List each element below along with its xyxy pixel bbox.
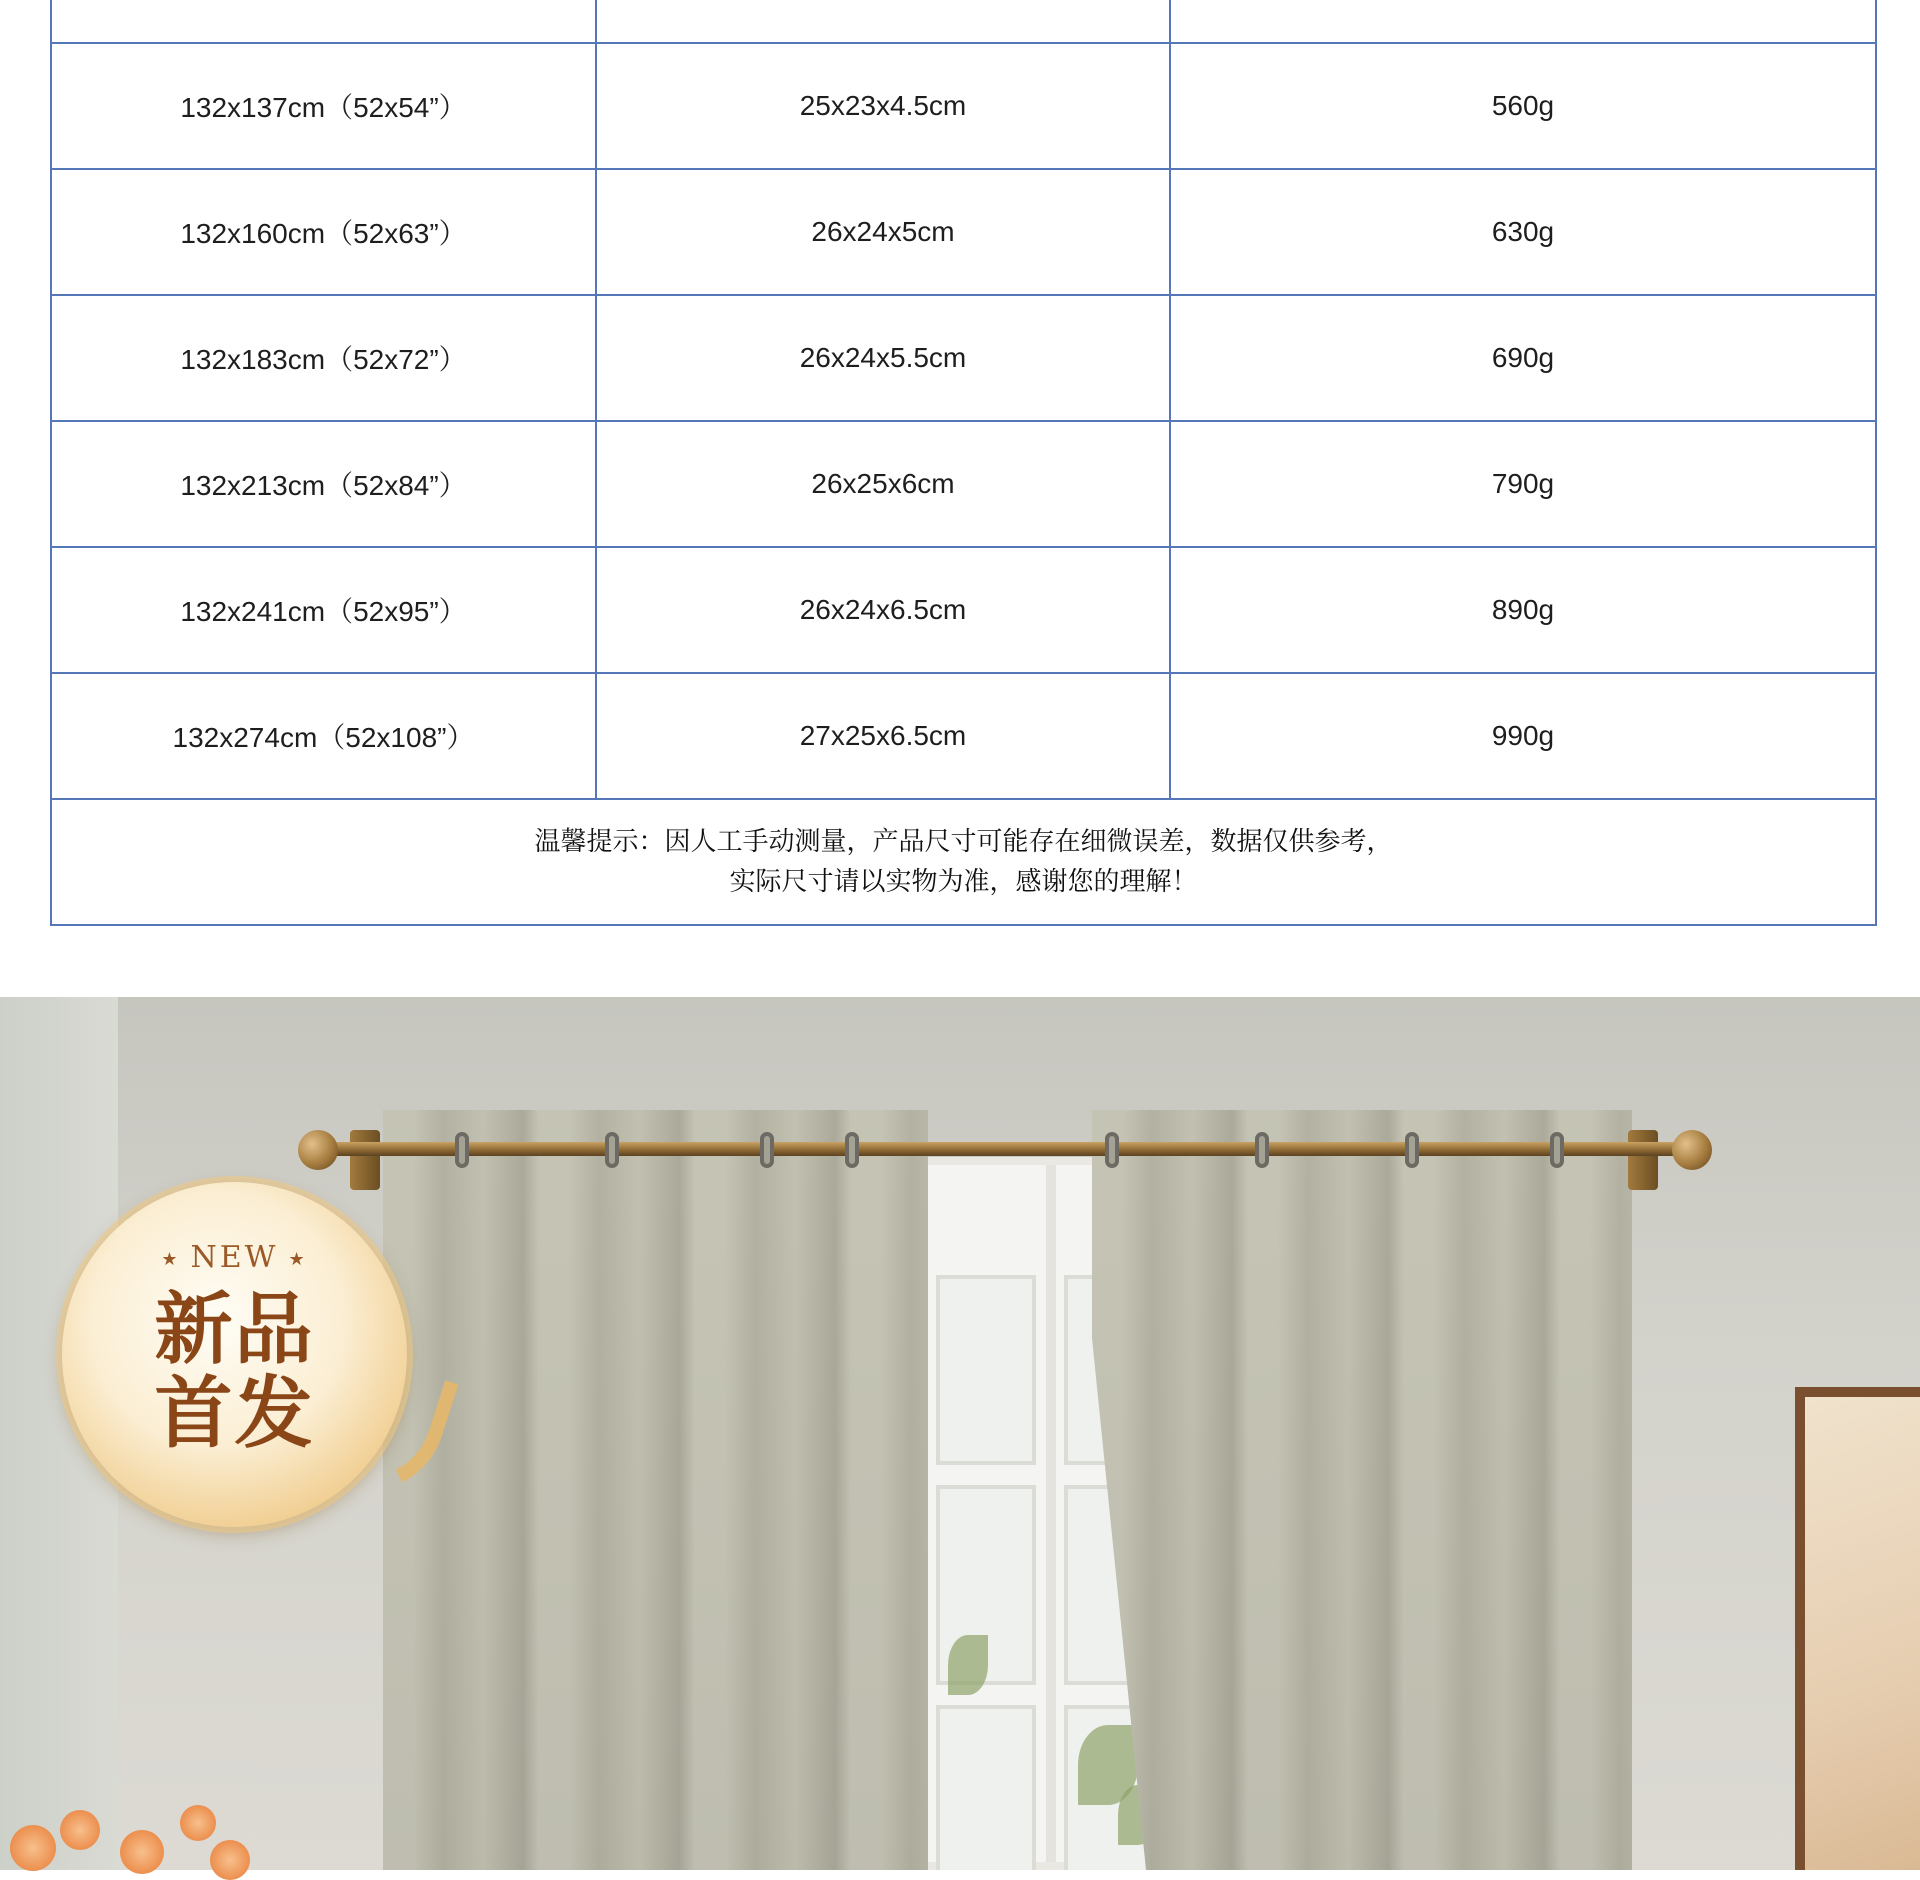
note-line-2: 实际尺寸请以实物为准，感谢您的理解！: [729, 867, 1198, 897]
weight-cell: 990g: [1170, 673, 1876, 799]
grommet: [845, 1132, 859, 1168]
flower: [180, 1805, 216, 1841]
table-row: [51, 547, 1876, 673]
wall-picture: [1805, 1397, 1920, 1870]
grommet: [1105, 1132, 1119, 1168]
measurement-note: [51, 799, 1876, 925]
package-size-cell: 26x25x6cm: [596, 421, 1170, 547]
grommet: [1550, 1132, 1564, 1168]
size-cell: 132x160cm（52x63”）: [51, 169, 596, 295]
weight-cell: 790g: [1170, 421, 1876, 547]
table-cell: [1170, 0, 1876, 43]
size-cell: 132x241cm（52x95”）: [51, 547, 596, 673]
window-pane: [936, 1705, 1036, 1870]
star-icon: ★: [288, 1248, 308, 1270]
table-row: [51, 295, 1876, 421]
package-size-cell: 27x25x6.5cm: [596, 673, 1170, 799]
badge-title-line-2: 首发: [154, 1368, 315, 1459]
grommet: [1255, 1132, 1269, 1168]
window-pane: [936, 1275, 1036, 1465]
table-row: [51, 43, 1876, 169]
star-icon: ★: [161, 1248, 181, 1270]
new-release-badge: [62, 1182, 407, 1527]
grommet: [1405, 1132, 1419, 1168]
flower: [60, 1810, 100, 1850]
table-row: [51, 169, 1876, 295]
size-cell: 132x137cm（52x54”）: [51, 43, 596, 169]
table-row-cropped: [51, 0, 1876, 43]
table-cell: [51, 0, 596, 43]
right-curtain-panel: [1092, 1110, 1632, 1870]
badge-title-line-1: 新品: [154, 1284, 315, 1375]
rod-bracket: [350, 1130, 380, 1190]
curtain-rod: [300, 1142, 1700, 1156]
badge-new-text: NEW: [190, 1240, 279, 1275]
badge-new-label: [62, 1240, 407, 1275]
rod-finial: [298, 1130, 338, 1170]
table-row: [51, 421, 1876, 547]
package-size-cell: 26x24x5cm: [596, 169, 1170, 295]
size-cell: 132x183cm（52x72”）: [51, 295, 596, 421]
package-size-cell: 25x23x4.5cm: [596, 43, 1170, 169]
size-cell: 132x274cm（52x108”）: [51, 673, 596, 799]
weight-cell: 560g: [1170, 43, 1876, 169]
size-cell: 132x213cm（52x84”）: [51, 421, 596, 547]
weight-cell: 890g: [1170, 547, 1876, 673]
rod-finial: [1672, 1130, 1712, 1170]
rod-bracket: [1628, 1130, 1658, 1190]
note-line-1: 温馨提示：因人工手动测量，产品尺寸可能存在细微误差，数据仅供参考，: [534, 827, 1393, 857]
table-row: [51, 673, 1876, 799]
wall-picture-frame: [1795, 1387, 1920, 1870]
size-table: [50, 0, 1877, 926]
grommet: [455, 1132, 469, 1168]
flower-arrangement: [0, 1800, 260, 1870]
weight-cell: 630g: [1170, 169, 1876, 295]
package-size-cell: 26x24x6.5cm: [596, 547, 1170, 673]
grommet: [605, 1132, 619, 1168]
flower: [210, 1840, 250, 1880]
window-mullion: [1046, 1165, 1056, 1862]
grommet: [760, 1132, 774, 1168]
left-curtain-panel: [383, 1110, 928, 1870]
flower: [120, 1830, 164, 1874]
flower: [10, 1825, 56, 1871]
weight-cell: 690g: [1170, 295, 1876, 421]
table-cell: [596, 0, 1170, 43]
note-row: [51, 799, 1876, 925]
plant-leaf: [948, 1635, 988, 1695]
package-size-cell: 26x24x5.5cm: [596, 295, 1170, 421]
